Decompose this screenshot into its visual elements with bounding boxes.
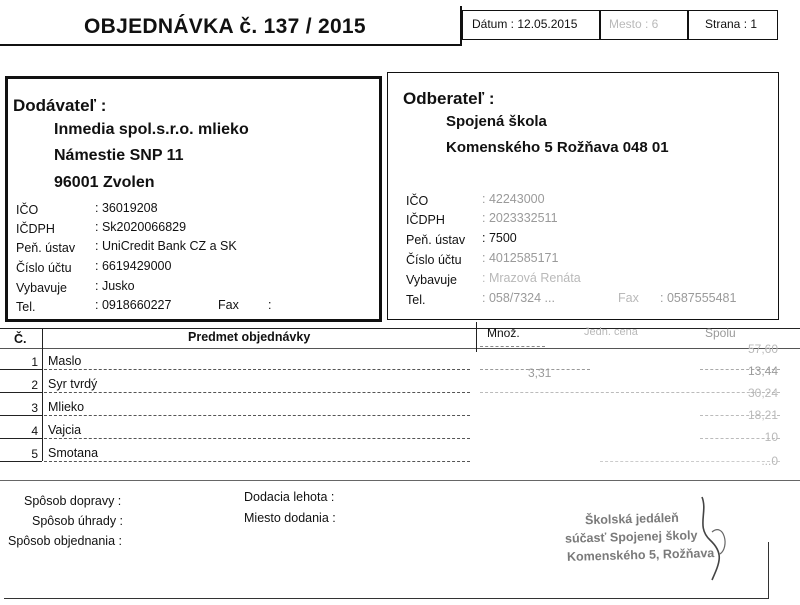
col-total-header: Spolu	[705, 326, 736, 340]
buyer-ico-value: : 42243000	[482, 192, 545, 206]
buyer-bank-value: : 7500	[482, 231, 517, 245]
supplier-tel-value: : 0918660227	[95, 298, 172, 312]
col-qty-header: Množ.	[487, 326, 520, 340]
buyer-contact-label: Vybavuje	[406, 273, 457, 287]
buyer-address: Komenského 5 Rožňava 048 01	[446, 139, 669, 156]
transport-label: Spôsob dopravy :	[24, 494, 122, 508]
row-item-name: Maslo	[48, 354, 82, 368]
row-item-name: Syr tvrdý	[48, 377, 98, 391]
buyer-name: Spojená škola	[446, 113, 547, 130]
delivery-deadline-label: Dodacia lehota :	[244, 490, 335, 504]
signature-scribble	[690, 492, 750, 587]
buyer-account-value: : 4012585171	[482, 251, 559, 265]
row-total: 30,24	[747, 386, 778, 400]
supplier-name: Inmedia spol.s.r.o. mlieko	[54, 121, 249, 138]
row-item-name: Mlieko	[48, 400, 85, 414]
order-title-box	[0, 6, 462, 46]
row-item-name: Vajcia	[48, 423, 82, 437]
page-box	[688, 10, 778, 40]
supplier-contact-label: Vybavuje	[16, 281, 67, 295]
payment-label: Spôsob úhrady :	[32, 514, 124, 528]
city-value: Mesto : 6	[609, 17, 659, 31]
buyer-account-label: Číslo účtu	[406, 253, 462, 267]
supplier-icdph-value: : Sk2020066829	[95, 220, 187, 234]
buyer-fax-label: Fax	[618, 291, 639, 305]
order-method-label: Spôsob objednania :	[8, 534, 122, 548]
supplier-fax-label: Fax	[218, 298, 239, 312]
row-total: 13,44	[747, 364, 778, 378]
order-title: OBJEDNÁVKA č. 137 / 2015	[84, 15, 366, 38]
stamp-line-2: súčasť Spojenej školy	[564, 528, 698, 546]
row-total: 18,21	[747, 408, 778, 422]
buyer-tel-label: Tel.	[406, 293, 426, 307]
buyer-tel-value: : 058/7324 ...	[482, 291, 555, 305]
row-total: 10	[764, 430, 778, 444]
buyer-ico-label: IČO	[406, 194, 429, 208]
buyer-bank-label: Peň. ústav	[406, 233, 466, 247]
row-total: 57,60	[747, 342, 778, 356]
buyer-icdph-label: IČDPH	[406, 213, 445, 227]
delivery-place-label: Miesto dodania :	[244, 511, 336, 525]
row-number: 5	[31, 447, 38, 461]
stamp-line-1: Školská jedáleň	[584, 510, 679, 528]
row-qty: 3,31	[528, 366, 552, 380]
buyer-heading: Odberateľ :	[403, 89, 495, 108]
supplier-heading: Dodávateľ :	[13, 96, 107, 115]
sum-value: ...0	[761, 454, 778, 468]
col-unit-header: Jedn. cena	[584, 326, 638, 338]
order-date: Dátum : 12.05.2015	[472, 17, 578, 31]
stamp-line-3: Komenského 5, Rožňava	[566, 546, 715, 564]
row-number: 1	[31, 355, 38, 369]
supplier-city: 96001 Zvolen	[54, 174, 155, 191]
col-num-header: Č.	[14, 332, 27, 346]
buyer-icdph-value: : 2023332511	[482, 211, 558, 225]
supplier-ico-label: IČO	[16, 203, 39, 217]
supplier-bank-label: Peň. ústav	[16, 241, 76, 255]
page-number: Strana : 1	[705, 17, 758, 31]
supplier-fax-value: :	[268, 298, 272, 312]
supplier-section	[5, 76, 382, 322]
col-subject-header: Predmet objednávky	[188, 330, 311, 344]
date-box	[462, 10, 600, 40]
supplier-ico-value: : 36019208	[95, 201, 158, 215]
supplier-account-value: : 6619429000	[95, 259, 172, 273]
supplier-icdph-label: IČDPH	[16, 222, 55, 236]
supplier-account-label: Číslo účtu	[16, 261, 72, 275]
row-item-name: Smotana	[48, 446, 99, 460]
supplier-contact-value: : Jusko	[95, 279, 135, 293]
items-table	[0, 322, 800, 468]
supplier-bank-value: : UniCredit Bank CZ a SK	[95, 239, 237, 253]
order-footer	[0, 482, 800, 602]
row-number: 2	[31, 378, 38, 392]
buyer-fax-value: : 0587555481	[660, 291, 737, 305]
row-number: 3	[31, 401, 38, 415]
supplier-street: Námestie SNP 11	[54, 147, 184, 164]
buyer-contact-value: : Mrazová Renáta	[482, 271, 581, 285]
buyer-section	[387, 72, 779, 320]
row-number: 4	[31, 424, 38, 438]
supplier-tel-label: Tel.	[16, 300, 36, 314]
city-box	[600, 10, 688, 40]
